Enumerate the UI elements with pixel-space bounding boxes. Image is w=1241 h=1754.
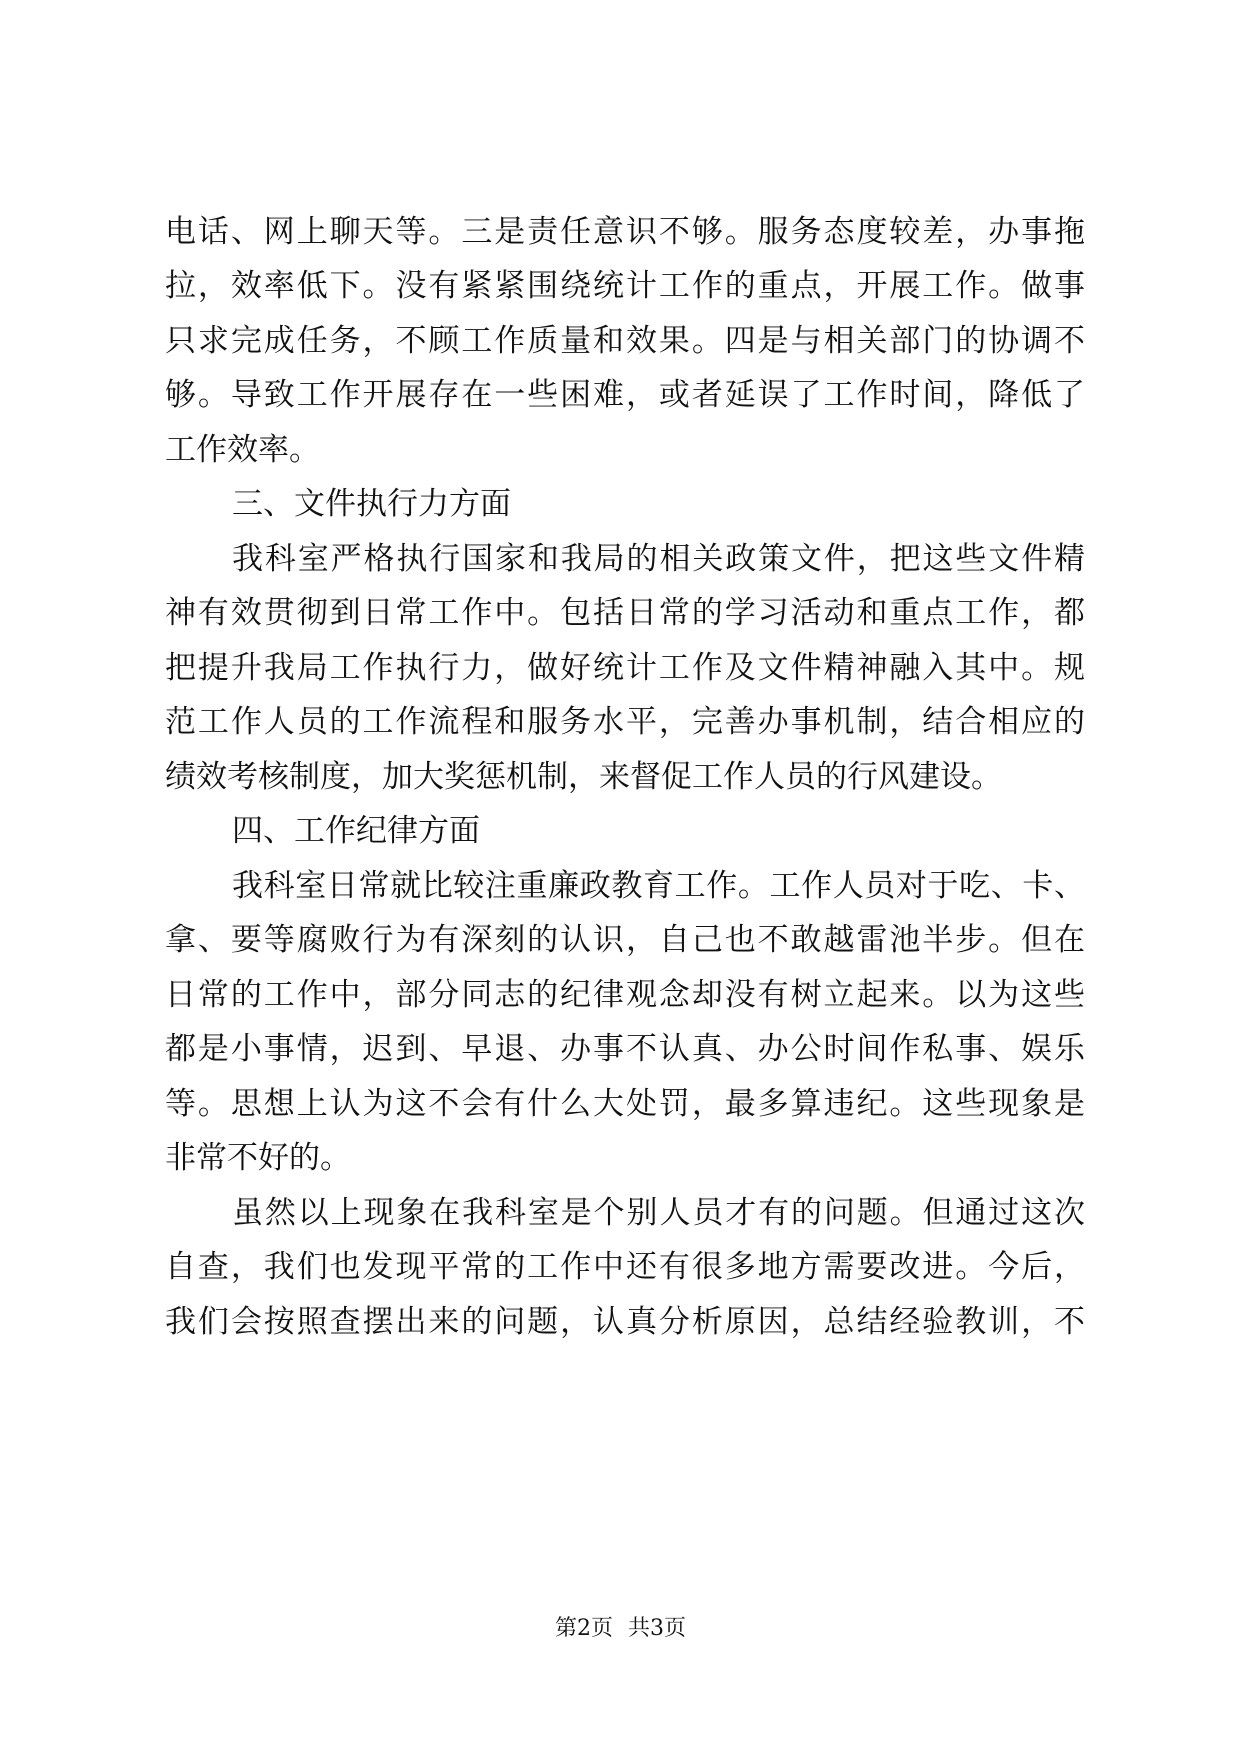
page-number: 第2页 <box>555 1616 613 1641</box>
text-line: 虽然以上现象在我科室是个别人员才有的问题。但通过这次 <box>232 1195 1085 1231</box>
text-line: 电话、网上聊天等。三是责任意识不够。服务态度较差，办事拖 <box>165 214 1085 250</box>
text-line: 我科室严格执行国家和我局的相关政策文件，把这些文件精 <box>232 541 1085 577</box>
text-line: 拉，效率低下。没有紧紧围绕统计工作的重点，开展工作。做事 <box>165 268 1085 304</box>
text-line: 只求完成任务，不顾工作质量和效果。四是与相关部门的协调不 <box>165 323 1085 359</box>
text-line: 神有效贯彻到日常工作中。包括日常的学习活动和重点工作，都 <box>165 595 1085 631</box>
text-line: 够。导致工作开展存在一些困难，或者延误了工作时间，降低了 <box>165 377 1085 413</box>
section-heading: 四、工作纪律方面 <box>232 813 480 849</box>
section-heading: 三、文件执行力方面 <box>232 486 511 522</box>
text-line: 我们会按照查摆出来的问题，认真分析原因，总结经验教训，不 <box>165 1304 1085 1340</box>
text-line: 范工作人员的工作流程和服务水平，完善办事机制，结合相应的 <box>165 704 1085 740</box>
page-footer <box>0 1614 1241 1644</box>
text-line: 等。思想上认为这不会有什么大处罚，最多算违纪。这些现象是 <box>165 1086 1085 1122</box>
text-line: 绩效考核制度，加大奖惩机制，来督促工作人员的行风建设。 <box>165 759 1002 795</box>
text-line: 非常不好的。 <box>165 1140 351 1176</box>
text-line: 我科室日常就比较注重廉政教育工作。工作人员对于吃、卡、 <box>232 868 1085 904</box>
text-line: 拿、要等腐败行为有深刻的认识，自己也不敢越雷池半步。但在 <box>165 922 1085 958</box>
text-line: 把提升我局工作执行力，做好统计工作及文件精神融入其中。规 <box>165 650 1085 686</box>
text-line: 都是小事情，迟到、早退、办事不认真、办公时间作私事、娱乐 <box>165 1031 1085 1067</box>
page-total: 共3页 <box>628 1616 686 1641</box>
text-line: 自查，我们也发现平常的工作中还有很多地方需要改进。今后， <box>165 1249 1085 1285</box>
text-line: 工作效率。 <box>165 432 320 468</box>
text-line: 日常的工作中，部分同志的纪律观念却没有树立起来。以为这些 <box>165 977 1085 1013</box>
